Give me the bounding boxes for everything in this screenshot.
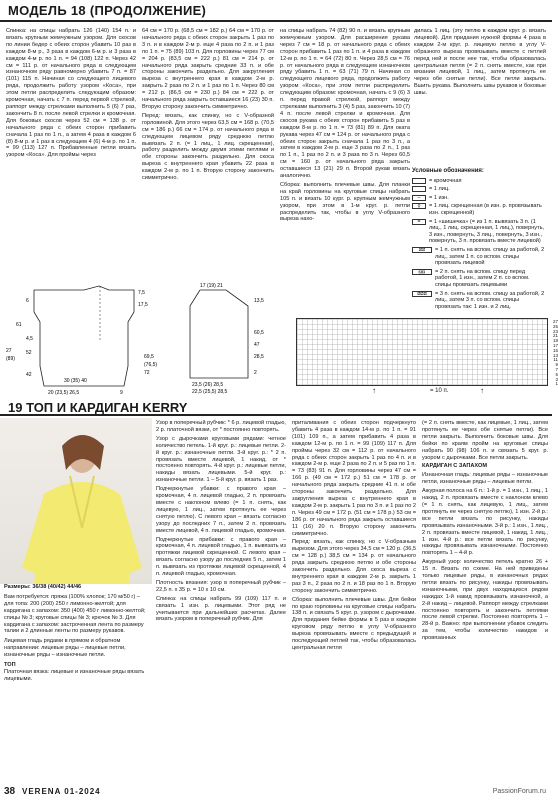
stitch-desc: Лицевая гладь рядами в прямом и обратном направлении: лицевые ряды – лицевые петли, изнаночные ряды – изнаночные петли. xyxy=(4,638,126,659)
legend-text: = 1 п. снять на вспом. спицу за работой, 2 лиц., затем 1 п. со вспом. спицы провязать лицевой xyxy=(435,246,545,267)
section-title: МОДЕЛЬ 18 (ПРОДОЛЖЕНИЕ) xyxy=(8,3,207,18)
site-watermark: PassionForum.ru xyxy=(492,788,546,795)
repeat-arrow-icon: ↑ xyxy=(372,386,376,395)
paragraph: на спицы набрать 74 (82) 90 п. и вязать крупным жемчужным узором. Для расширения рукава через 7 см = 18 р. от начального ряда с обеих сторон прибавить 1 раз по 1 п. и 4 раза в каждом 12-м р. по 1 п. = 64 (72) 80 п. Через 28,5 см = 76 р. от начального ряда в следующем изнаночном ряду убавить 1 п. = 63 (71) 79 п. Начиная со следующего лицевого ряда, продолжить работу узором «Коса», при этом петли распределить следующим образом: кромочная, начать с 9 (6) 3 п. перед правой стрелкой, раппорт между стрелками выполнить 3 (4) 5 раз, закончить 10 (7) 4 п. после левой стрелки и кромочная. Для скосов рукава с обеих сторон прибавить 5 раз в каждом 8-м р. по 1 п. = 73 (81) 89 п. Для оката рукава через 47 см = 124 р. от начального ряда с обеих сторон закрыть сначала 1 раз по 3 п., а затем в каждом 2-м р. еще 3 раза по 2 п., 1 раз по 1 п., 1 раз по 2 п. и 3 раза по 3 п. Через 60,5 см = 160 р. от начального ряда закрыть оставшиеся 13 (21) 29 п. Второй рукав вязать аналогично. xyxy=(280,28,411,180)
legend-text: = 1 лиц. скрещенная (в изн. р. провязывать изн. скрещенной) xyxy=(429,203,542,216)
text-column-b3 xyxy=(292,420,416,782)
paragraph: Подчеркнутые прибавки: с правого края – кромочная, 4 п. лицевой гладью, 1 п. вывязать из протяжки лицевой скрещенной. С левого края – вязать согласно узору до последних 5 п., затем 1 п. вывязать из протяжки лицевой скрещенной, 4 п. лицевой гладью, кромочная. xyxy=(156,536,286,578)
edge-stitch-icon xyxy=(412,178,426,184)
stitch-desc: Платочная вязка: лицевые и изнаночные ряды вязать лицевыми. xyxy=(4,668,145,682)
dim-label: 60,5 xyxy=(254,330,264,336)
paragraph: Спинка: на спицы набрать 99 (109) 117 п. и связать 1 изн. р. лицевыми. Этот ряд не учитывается при дальнейших расчетах. Далее вязать узором в поперечный рубчик. Для xyxy=(156,595,286,623)
chart-row-number: 3 xyxy=(555,376,558,382)
cable-left-icon: ⧅⧅ xyxy=(412,269,432,275)
magazine-name: VERENA 01-2024 xyxy=(22,787,101,796)
chart-row-number: 15 xyxy=(552,347,558,353)
dim-label: 9 xyxy=(120,390,123,396)
paragraph: Узор в поперечный рубчик: * 6 р. лицевой гладью, 2 р. платочной вязки, от * постоянно повторять. xyxy=(156,420,286,433)
dim-label: (76,5) xyxy=(144,362,158,368)
sleeve-schematic xyxy=(170,282,280,396)
chart-row-number: 11 xyxy=(553,357,558,363)
dim-label: (89) xyxy=(6,356,15,362)
materials-block xyxy=(4,584,150,683)
repeat-arrow-icon: ↑ xyxy=(480,386,484,395)
dim-label: 69,5 xyxy=(144,354,154,360)
dim-label: 72 xyxy=(144,370,150,376)
text-column-2 xyxy=(142,28,274,276)
cable-right-icon: ⧄⧄ xyxy=(412,247,432,253)
paragraph: Ажурный узор: количество петель кратно 26 + 15 п. Вязать по схеме. На ней приведены только лицевые ряды, в изнаночных рядах петли вязать по рисунку, накиды провязывать изнаночными, при двух находящихся рядом накидах 1-й накид провязывать изнаночной, а 2-й накид – лицевой. Раппорт между стрелками постоянно повторять и закончить петлями после левой стрелки. Постоянно повторять 1 – 28-й р. Важно: при выполнении убавок следить за тем, чтобы количество накидов и провязанных xyxy=(422,559,548,642)
dim-label: 22,5 (25,5) 28,5 xyxy=(192,389,228,395)
paragraph: Спинка: на спицы набрать 126 (140) 154 п. и вязать крупным жемчужным узором. Для скосов по линии бедер с обеих сторон убавить 10 раз в каждом 8-м р., 3 раза в каждом 6-м р. и 3 раза в каждом 4-м р. по 1 п. = 94 (108) 122 п. Через 42 см = 111 р. от начального ряда в следующем изнаночном ряду равномерно убавить 7 п. = 87 (101) 115 п. Начиная со следующего лицевого ряда, продолжить работу узором «Коса», при этом петли распределить следующим образом: кромочная, начать с 7 п. перед первой стрелкой, раппорт между стрелками выполнить 5 (6) 7 раз, закончить 8 п. после левой стрелки и кромочная. Для боковых скосов через 52 см = 138 р. от начального ряда с обеих сторон прибавить сначала 1 раз по 1 п., а затем 4 раза в каждом 6 (8) 8-м р. и 1 раз в следующем 4 (6) 4-м р. по 1 п. = 99 (113) 127 п. Прибавленные петли вязать узором «Коса». Для проймы через xyxy=(6,28,136,159)
dim-label: 42 xyxy=(26,372,32,378)
dim-label: 61 xyxy=(16,322,22,328)
chart-row-number: 17 xyxy=(552,343,558,348)
dim-label: 4,5 xyxy=(26,336,33,342)
text-column-b2 xyxy=(156,420,286,782)
dim-label: 13,5 xyxy=(254,298,264,304)
dim-label: 7,5 xyxy=(138,290,145,296)
paragraph: дилась 1 лиц. (эту петлю в каждом круг. р. вязать лицевой). Для придания нужной формы 4 раза в каждом 2-м круг. р. лицевую петлю в углу V-образного выреза провязывать вместе с петлей перед ней и после нее так, чтобы образовалась центральная петля (= 2 п. снять вместе, как при вязании лицевой, 1 лиц., затем протянуть ее через обе снятые петли). Все петли закрыть. Вшить рукава. Выполнить швы рукавов и боковые швы. xyxy=(414,28,546,97)
text-column-3 xyxy=(280,28,410,318)
page-number: 38 xyxy=(4,786,16,797)
symbol-legend xyxy=(412,168,546,312)
paragraph: (= 2 п. снять вместе, как лицевые, 1 лиц., затем протянуть ее через обе снятые петли). Все петли закрыть. Выполнить боковые швы. Для бейки по краям пройм на круговые спицы набрать 90 (98) 106 п. и связать 5 круг. р. узором с дырочками. Все петли закрыть. xyxy=(422,420,548,461)
legend-item xyxy=(412,247,546,267)
paragraph: Плотность вязания: узор в поперечный рубчик – 22,5 п. x 35 р. = 10 x 10 см. xyxy=(156,579,286,593)
materials: Вам потребуется: пряжа (100% хлопок; 170 м/50 г) – для топа: 200 (200) 250 г лимонно-желтой; для кардигана с запахом: 350 (400) 450 г лимонно-желтой; спицы № 3; круговые спицы № 3; крючок № 3. Для кардигана с запахом: застроченная лента по размеру талии и 2 длинные ленты по размеру рукавов. xyxy=(4,593,146,635)
legend-text: = кромочная xyxy=(429,177,462,184)
paragraph: Перед: вязать, как спинку, но с V-образным вырезом. Для этого через 34,5 см = 120 р. (36,5 см = 128 р.) 38,5 см = 134 р. от начального ряда закрыть среднюю петлю и обе стороны закончить раздельно. Для скоса выреза с внутреннего края в каждом 2-м р. закрыть 1 раз 3 п., 2 раза по 2 п. и 18 раз по 1 п. Вторую сторону закончить симметрично. xyxy=(292,539,416,594)
legend-item xyxy=(412,186,546,193)
back-schematic xyxy=(4,282,158,396)
chart-row-number: 19 xyxy=(552,338,558,344)
text-column-1 xyxy=(6,28,136,286)
chart-row-number: 25 xyxy=(552,323,558,329)
dim-label: 47 xyxy=(254,342,260,348)
dim-label: 27 xyxy=(6,348,12,354)
paragraph: Ажурная полоса на 6 п.: 1-й р. = 1 изн., 1 лиц., 1 накид, 2 п. провязать вместе с наклоном влево (= 1 п. снять, как лицевую, 1 лиц., затем протянуть ее через снятую петлю), 1 изн. 2-й р.: все петли вязать по рисунку, накиды провязывать изнаночными. 3-й р.: 1 изн., 1 лиц., 2 п. провязать вместе лицевой, 1 накид, 1 лиц., 1 изн. 4-й р.: все петли вязать по рисунку, накиды провязывать изнаночными. Постоянно повторять 1 – 4-й р. xyxy=(422,488,548,557)
chart-row-number: 21 xyxy=(552,333,558,339)
chart-row-number: 13 xyxy=(552,352,558,358)
legend-title: Условные обозначения: xyxy=(412,168,484,174)
chart-row-number: 23 xyxy=(552,328,558,334)
paragraph: Узор с дырочками круговыми рядами: четное количество петель. 1-й круг. р.: лицевые петли. 2-й круг. р.: изнаночные петли. 3-й круг. р.: * 2 п. провязать вместе лицевой, 1 накид, от * постоянно повторять. 4-й круг. р.: лицевые петли, накиды вязать лицевыми. 5-й круг. р.: изнаночные петли. 1 – 5-й круг. р. вязать 1 раз. xyxy=(156,435,286,484)
subheading: КАРДИГАН С ЗАПАХОМ xyxy=(422,463,488,470)
text-column-b4 xyxy=(422,420,548,782)
dim-label: 2 xyxy=(254,370,257,376)
page-header xyxy=(0,0,552,22)
chart-row-number: 1 xyxy=(555,381,558,387)
section-header xyxy=(0,398,552,416)
legend-item xyxy=(412,269,546,289)
legend-text: = 3 п. снять на вспом. спицу за работой, 2 лиц., затем 3 п. со вспом. спицы провязать так: 1 изн. и 2 лиц. xyxy=(435,290,545,310)
paragraph: Перед: вязать, как спинку, но с V-образной горловиной. Для этого через 63,5 см = 168 р. (70,5 см = 186 р.) 66 см = 174 р. от начального ряда в следующем лицевом ряду среднюю петлю вывязать 2 п. (= 1 лиц., 1 лиц. скрещенная), работу разделить между двумя этими петлями и обе стороны закончить раздельно. Для скоса выреза с внутреннего края убавить 22 раза в каждом 2-м р. по 1 п. Вторую сторону закончить симметрично. xyxy=(142,112,274,182)
legend-item xyxy=(412,291,546,311)
dim-label: 52 xyxy=(26,350,32,356)
page-footer xyxy=(0,784,552,800)
text-column-4 xyxy=(414,28,546,166)
subheading: ТОП xyxy=(4,662,16,669)
stitch-chart xyxy=(296,318,558,387)
paragraph: приталивания с обеих сторон подчеркнуто убавить 4 раза в каждом 14-м р. по 1 п. = 91 (101) 109 п., а затем прибавить 4 раза в каждом 12-м р. по 1 п. = 99 (109) 117 п. Для проймы через 32 см = 112 р. от начального ряда с обеих сторон закрыть 1 раз по 4 п. и в каждом 2-м р. еще 2 раза по 2 п. и 5 раз по 1 п. = 73 (83) 91 п. Для горловины через 47 см = 166 р. (49 см = 172 р.) 51 см = 178 р. от начального ряда закрыть средние 41 п. и обе стороны закончить раздельно. Для закругления выреза с внутреннего края в каждом 2-м р. закрыть 1 раз по 3 п. и 1 раз по 2 п. Через 49 см = 172 р. (51 см = 178 р.) 53 см = 186 р. от начального ряда закрыть оставшиеся 11 (16) 20 п. Вторую сторону закончить симметрично. xyxy=(292,420,416,537)
dim-label: 17,5 xyxy=(138,302,148,308)
cable-wide-icon: ⧄⧄⧄ xyxy=(412,291,432,297)
chart-repeat-label: = 10 п. xyxy=(430,388,449,394)
twisted-stitch-icon: ǫ xyxy=(412,203,426,209)
paragraph: Подчеркнутые убавки: с правого края – кромочная, 4 п. лицевой гладью, 2 п. провязать вместе с наклоном влево (= 1 п. снять, как лицевую, 1 лиц., затем протянуть ее через снятую петлю). С левого края – вязать согласно узору до последних 7 п., затем 2 п. провязать вместе лицевой, 4 п. лицевой гладью, кромочная. xyxy=(156,486,286,534)
legend-item xyxy=(412,195,546,202)
dim-label: 23,5 (26) 28,5 xyxy=(192,382,224,388)
chart-row-number: 27 xyxy=(552,319,558,324)
chart-row-number: 9 xyxy=(555,362,558,368)
knit-stitch-icon xyxy=(412,186,426,192)
model-figure-image xyxy=(0,418,152,584)
legend-item xyxy=(412,178,546,185)
model-photo xyxy=(0,418,152,584)
legend-text: = 2 п. снять на вспом. спицу перед работой, 1 изн., затем 2 п. со вспом. спицы провязать лицевыми xyxy=(435,268,530,288)
purl-stitch-icon: – xyxy=(412,195,426,201)
paragraph: Изнаночная гладь: лицевые ряды – изнаночные петли, изнаночные ряды – лицевые петли. xyxy=(422,472,548,486)
dim-label: 17 (19) 21 xyxy=(200,283,223,289)
chart-row-number: 7 xyxy=(555,367,558,372)
dim-label: 20 (23,5) 26,5 xyxy=(48,390,80,396)
sizes: Размеры: 36/38 (40/42) 44/46 xyxy=(4,584,82,590)
dim-label: 6 xyxy=(26,298,29,304)
legend-text: = 1 изн. xyxy=(429,194,449,201)
chart-row-number: 5 xyxy=(555,371,558,377)
paragraph: Сборка: выполнить плечевые швы. Для планки на край горловины на круговые спицы набрать 105 п. и вязать 10 кург. р. крупным жемчужным узором, при этом в 1-м круг. р. петли распределить так, чтобы в углу V-образного выреза нахо- xyxy=(280,181,410,223)
paragraph: 64 см = 170 р. (68,5 см = 182 р.) 64 см = 170 р. от начального ряда с обеих сторон закрыть 1 раз по 3 п. и в каждом 2-м р. еще 4 раза по 2 п. и 1 раз по 1 п. = 75 (89) 103 п. Для горловины через 77 см = 204 р. (83,5 см = 222 р.) 81 см = 214 р. от начального ряда закрыть средние 33 п. и обе стороны закончить раздельно. Для закругления выреза с внутреннего края в каждом 2-м р. закрыть 2 раза по 2 п. и 1 раз по 1 п. Через 80 см = 212 р. (86,5 см = 230 р.) 84 см = 222 р. от начального ряда закрыть оставшиеся 16 (23) 30 п. Вторую сторону закончить симметрично. xyxy=(142,28,274,110)
paragraph: Сборка: выполнить плечевые швы. Для бейки по краю горловины на круговые спицы набрать 138 п. и связать 5 круг. р. узором с дырочками. Для придания бейке формы в 5 раз в каждом круговом ряду петлю в углу V-образного выреза провязывать вместе с предыдущей и последующей петлей так, чтобы образовалась центральная петля xyxy=(292,596,416,651)
bobble-icon: = xyxy=(412,219,426,225)
legend-item xyxy=(412,219,546,245)
legend-item xyxy=(412,203,546,216)
legend-text: = 1 лиц. xyxy=(429,186,450,193)
dim-label: 28,5 xyxy=(254,354,264,360)
dim-label: 30 (35) 40 xyxy=(64,378,87,384)
legend-text: = 1 «шишечка» (= из 1 п. вывязать 3 п. (1 лиц., 1 лиц. скрещенная, 1 лиц.), повернуть, 3 изн., повернуть, 3 лиц., повернуть, 3 изн., повернуть, 3 п. провязать вместе лицевой) xyxy=(429,218,545,245)
section-title: 19 ТОП И КАРДИГАН KERRY xyxy=(8,400,188,415)
